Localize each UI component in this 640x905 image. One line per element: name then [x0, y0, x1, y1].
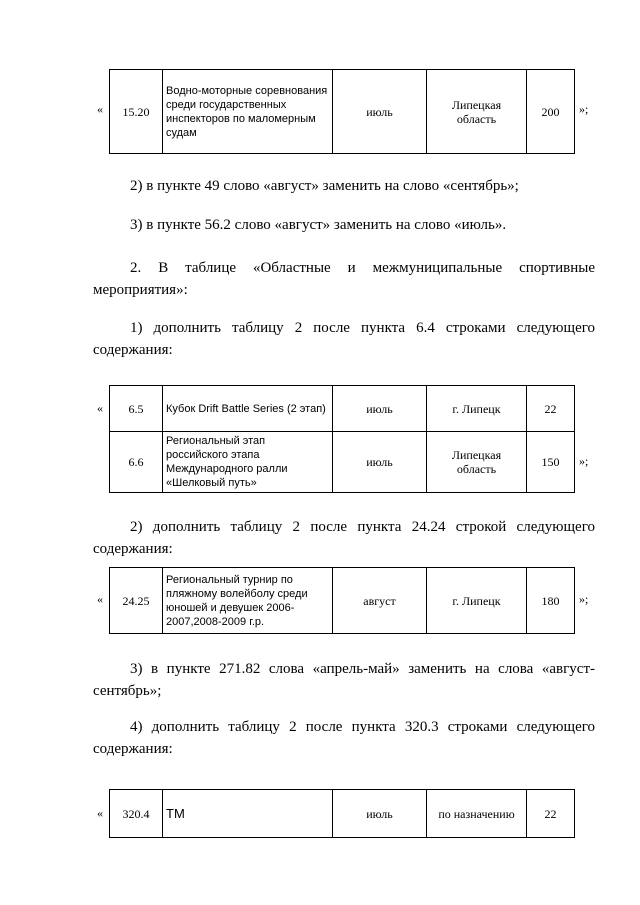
paragraph-line: 1) дополнить таблицу 2 после пункта 6.4 строками следующего — [130, 320, 595, 336]
paragraph-line: 2. В таблице «Областные и межмуниципальные спортивные — [130, 260, 595, 276]
table3-open-quote: « — [97, 592, 103, 606]
paragraph-add-rows-6-4 — [93, 317, 595, 361]
participant-count: 22 — [527, 790, 575, 838]
event-place: г. Липецк — [427, 568, 527, 634]
event-name: Региональный этап российского этапа Международного ралли «Шелковый путь» — [163, 432, 333, 493]
event-date: июль — [333, 70, 427, 154]
paragraph-item-3-replace — [93, 658, 595, 702]
table-row — [110, 432, 575, 493]
table2 — [109, 385, 575, 493]
event-name: Региональный турнир по пляжному волейболу среди юношей и девушек 2006-2007,2008-2009 г.р. — [163, 568, 333, 634]
event-date: июль — [333, 432, 427, 493]
paragraph-section-2 — [93, 257, 595, 301]
table-row — [110, 70, 575, 154]
event-place: Липецкая область — [427, 70, 527, 154]
event-name: Кубок Drift Battle Series (2 этап) — [163, 386, 333, 432]
paragraph-add-row-24-24 — [93, 516, 595, 560]
table-row — [110, 386, 575, 432]
table2-open-quote: « — [97, 401, 103, 415]
event-place: по назначению — [427, 790, 527, 838]
item-number: 6.5 — [110, 386, 163, 432]
participant-count: 22 — [527, 386, 575, 432]
paragraph-line: 3) в пункте 271.82 слова «апрель-май» заменить на слова «август- — [130, 661, 595, 677]
paragraph-line: сентябрь»; — [93, 683, 162, 699]
paragraph-item-2: 2) в пункте 49 слово «август» заменить на слово «сентябрь»; — [130, 178, 519, 194]
table3 — [109, 567, 575, 634]
paragraph-add-rows-320-3 — [93, 716, 595, 760]
event-date: август — [333, 568, 427, 634]
paragraph-line: 2) дополнить таблицу 2 после пункта 24.24 строкой следующего — [130, 519, 595, 535]
paragraph-line: содержания: — [93, 541, 173, 557]
participant-count: 180 — [527, 568, 575, 634]
item-number: 320.4 — [110, 790, 163, 838]
paragraph-line: содержания: — [93, 741, 173, 757]
table2-close-quote: »; — [579, 454, 589, 468]
table-row — [110, 790, 575, 838]
paragraph-line: 4) дополнить таблицу 2 после пункта 320.3 строками следующего — [130, 719, 595, 735]
table1-close-quote: »; — [579, 102, 589, 116]
event-date: июль — [333, 386, 427, 432]
table4 — [109, 789, 575, 838]
participant-count: 200 — [527, 70, 575, 154]
paragraph-item-3: 3) в пункте 56.2 слово «август» заменить на слово «июль». — [130, 217, 507, 233]
event-name: Водно-моторные соревнования среди государственных инспекторов по маломерным судам — [163, 70, 333, 154]
paragraph-line: мероприятия»: — [93, 282, 188, 298]
table4-open-quote: « — [97, 806, 103, 820]
table1 — [109, 69, 575, 154]
table3-close-quote: »; — [579, 592, 589, 606]
event-place: г. Липецк — [427, 386, 527, 432]
item-number: 24.25 — [110, 568, 163, 634]
event-name: ТМ — [163, 790, 333, 838]
table-row — [110, 568, 575, 634]
event-place: Липецкая область — [427, 432, 527, 493]
paragraph-line: содержания: — [93, 342, 173, 358]
item-number: 15.20 — [110, 70, 163, 154]
event-date: июль — [333, 790, 427, 838]
table1-open-quote: « — [97, 102, 103, 116]
participant-count: 150 — [527, 432, 575, 493]
item-number: 6.6 — [110, 432, 163, 493]
